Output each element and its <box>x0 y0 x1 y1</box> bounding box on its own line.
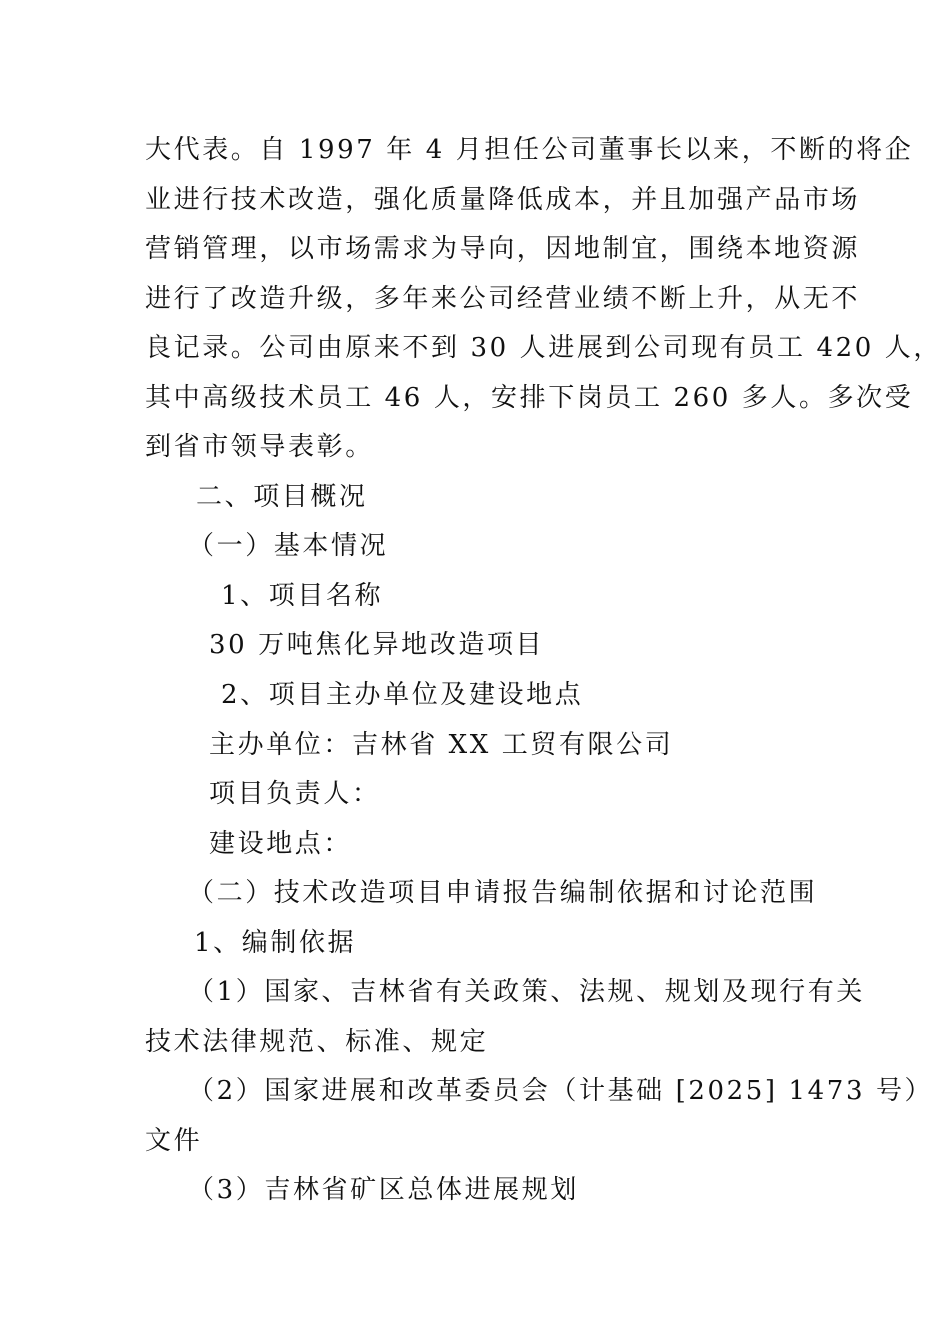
subsection-heading: （二）技术改造项目申请报告编制依据和讨论范围 <box>188 878 818 908</box>
body-paragraph-line: 业进行技术改造，强化质量降低成本，并且加强产品市场 <box>145 185 861 215</box>
body-paragraph-line: 进行了改造升级，多年来公司经营业绩不断上升，从无不 <box>145 284 861 314</box>
body-paragraph-line: 大代表。自 1997 年 4 月担任公司董事长以来，不断的将企 <box>145 135 914 165</box>
item-heading: 2、项目主办单位及建设地点 <box>221 680 584 710</box>
list-item: （2）国家进展和改革委员会（计基础 [2025] 1473 号） <box>188 1076 934 1106</box>
subsection-heading: （一）基本情况 <box>188 531 389 561</box>
section-heading: 二、项目概况 <box>196 482 368 512</box>
list-item: （1）国家、吉林省有关政策、法规、规划及现行有关 <box>188 977 865 1007</box>
body-paragraph-line: 其中高级技术员工 46 人，安排下岗员工 260 多人。多次受 <box>145 383 914 413</box>
list-item-continuation: 技术法律规范、标准、规定 <box>145 1027 489 1057</box>
construction-site: 建设地点： <box>209 829 353 859</box>
project-name: 30 万吨焦化异地改造项目 <box>209 630 545 660</box>
body-paragraph-line: 营销管理，以市场需求为导向，因地制宜，围绕本地资源 <box>145 234 861 264</box>
item-heading: 1、编制依据 <box>194 928 357 958</box>
sponsor-unit: 主办单位：吉林省 XX 工贸有限公司 <box>209 730 674 760</box>
project-leader: 项目负责人： <box>209 779 381 809</box>
list-item: （3）吉林省矿区总体进展规划 <box>188 1175 579 1205</box>
list-item-continuation: 文件 <box>145 1126 203 1156</box>
item-heading: 1、项目名称 <box>221 581 384 611</box>
body-paragraph-line: 良记录。公司由原来不到 30 人进展到公司现有员工 420 人， <box>145 333 942 363</box>
body-paragraph-line: 到省市领导表彰。 <box>145 432 374 462</box>
